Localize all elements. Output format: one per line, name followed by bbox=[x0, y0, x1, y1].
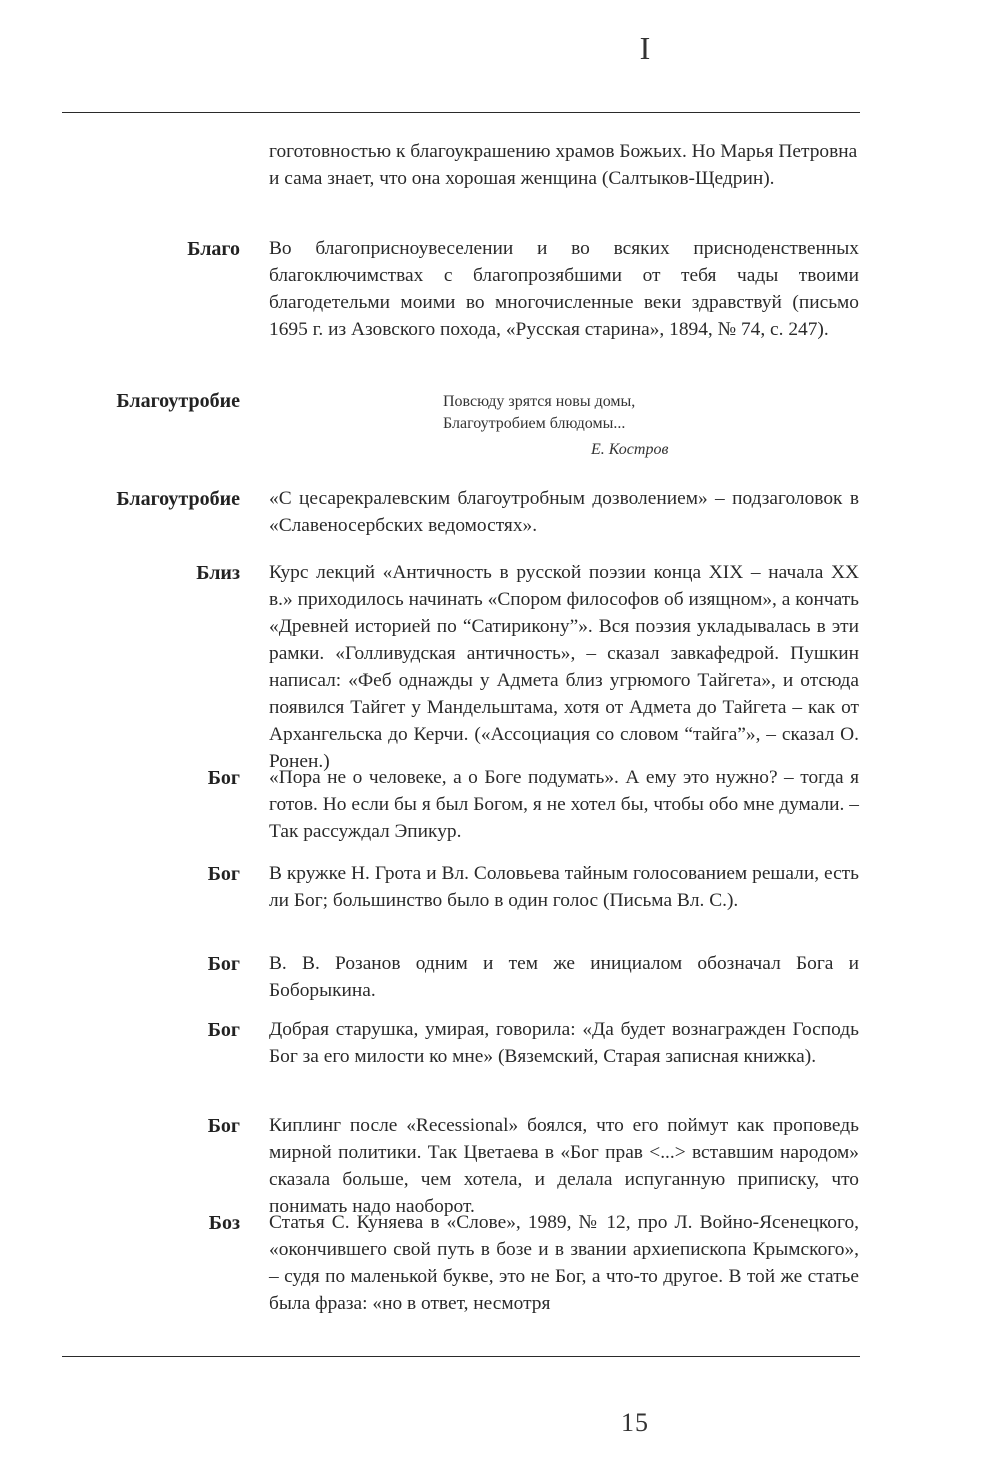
page-number: 15 bbox=[621, 1408, 649, 1437]
continuation-entry bbox=[0, 138, 1000, 219]
entry-headword: Близ bbox=[196, 562, 240, 584]
entry-headword: Благоутробие bbox=[116, 390, 240, 412]
entry-text: В кружке Н. Грота и Вл. Соловьева тайным голосованием решали, есть ли Бог; большинство было в один голос (Письма Вл. С.). bbox=[269, 863, 859, 911]
entry-text: Курс лекций «Античность в русской поэзии конца XIX – начала XX в.» приходилось начинать «Спором философов об изящном», а кончать «Древней историей по “Сатирикону”». Вся поэзия укладывалась в эти рамки. «Голливудская античность», – сказал завкафедрой. Пушкин написал: «Феб однажды у Адмета близ угрюмого Тайгета», и отсюда появился Тайгет у Мандельштама, хотя от Адмета до Тайгета – как от Архангельска до Керчи. («Ассоциация со словом “тайга”», – сказал О. Ронен.) bbox=[269, 562, 859, 772]
verse-line: Благоутробием блюдомы... bbox=[443, 415, 626, 432]
entry-text: гоготовностью к благоукрашению храмов Божьих. Но Марья Петровна и сама знает, что она хорошая женщина (Салтыков-Щедрин). bbox=[269, 141, 858, 189]
entry-bog-4 bbox=[0, 1016, 1000, 1097]
entry-headword: Боз bbox=[208, 1212, 240, 1234]
entry-headword: Бог bbox=[207, 953, 240, 975]
entry-headword: Бог bbox=[207, 1115, 240, 1137]
entry-headword: Бог bbox=[207, 1019, 240, 1041]
entry-bog-5 bbox=[0, 1112, 1000, 1217]
entry-headword: Благо bbox=[187, 238, 240, 260]
entry-boz bbox=[0, 1209, 1000, 1317]
entry-bog-2 bbox=[0, 860, 1000, 941]
entry-bog-3 bbox=[0, 950, 1000, 1004]
entry-text: В. В. Розанов одним и тем же инициалом обозначал Бога и Боборыкина. bbox=[269, 953, 859, 1001]
bottom-rule bbox=[62, 1356, 860, 1357]
top-rule bbox=[62, 112, 860, 113]
verse-author: Е. Костров bbox=[591, 441, 669, 458]
entry-text: Добрая старушка, умирая, говорила: «Да будет вознагражден Господь Бог за его милости ко мне» (Вяземский, Старая записная книжка). bbox=[269, 1019, 859, 1067]
entry-text: Киплинг после «Recessional» боялся, что его поймут как проповедь мирной политики. Так Цветаева в «Бог прав <...> вставшим народом» сказала больше, чем хотела, и делала испуганную приписку, что понимать надо наоборот. bbox=[269, 1115, 859, 1217]
section-marker: I bbox=[639, 30, 651, 66]
entry-bog-1 bbox=[0, 764, 1000, 845]
entry-bliz bbox=[0, 559, 1000, 772]
entry-blago bbox=[0, 235, 1000, 370]
entry-blagoutrobie bbox=[0, 485, 1000, 539]
verse-line: Повсюду зрятся новы домы, bbox=[443, 393, 636, 410]
entry-headword: Благоутробие bbox=[116, 488, 240, 510]
entry-text: Статья С. Куняева в «Слове», 1989, № 12, про Л. Войно-Ясенецкого, «окончившего свой путь в бозе и в звании архиепископа Крымского», – судя по маленькой букве, это не Бог, а что-то другое. В той же статье была фраза: «но в ответ, несмотря bbox=[269, 1212, 859, 1314]
page-content bbox=[0, 138, 1000, 1317]
entry-text: «Пора не о человеке, а о Боге подумать». А ему это нужно? – тогда я готов. Но если бы я был Богом, я не хотел бы, чтобы обо мне думали. – Так рассуждал Эпикур. bbox=[269, 767, 859, 842]
entry-blagoutrobie-verse bbox=[0, 387, 1000, 467]
entry-headword: Бог bbox=[207, 767, 240, 789]
verse-quote bbox=[443, 387, 1000, 461]
entry-text: «С цесарекралевским благоутробным дозволением» – подзаголовок в «Славеносербских ведомостях». bbox=[269, 488, 859, 536]
entry-headword: Бог bbox=[207, 863, 240, 885]
entry-text: Во благоприсноувеселении и во всяких присноденственных благоключимствах с благопрозябшими от тебя чады твоими благодетельми моими во многочисленные веки здравствуй (письмо 1695 г. из Азовского похода, «Русская старина», 1894, № 74, с. 247). bbox=[269, 238, 859, 340]
